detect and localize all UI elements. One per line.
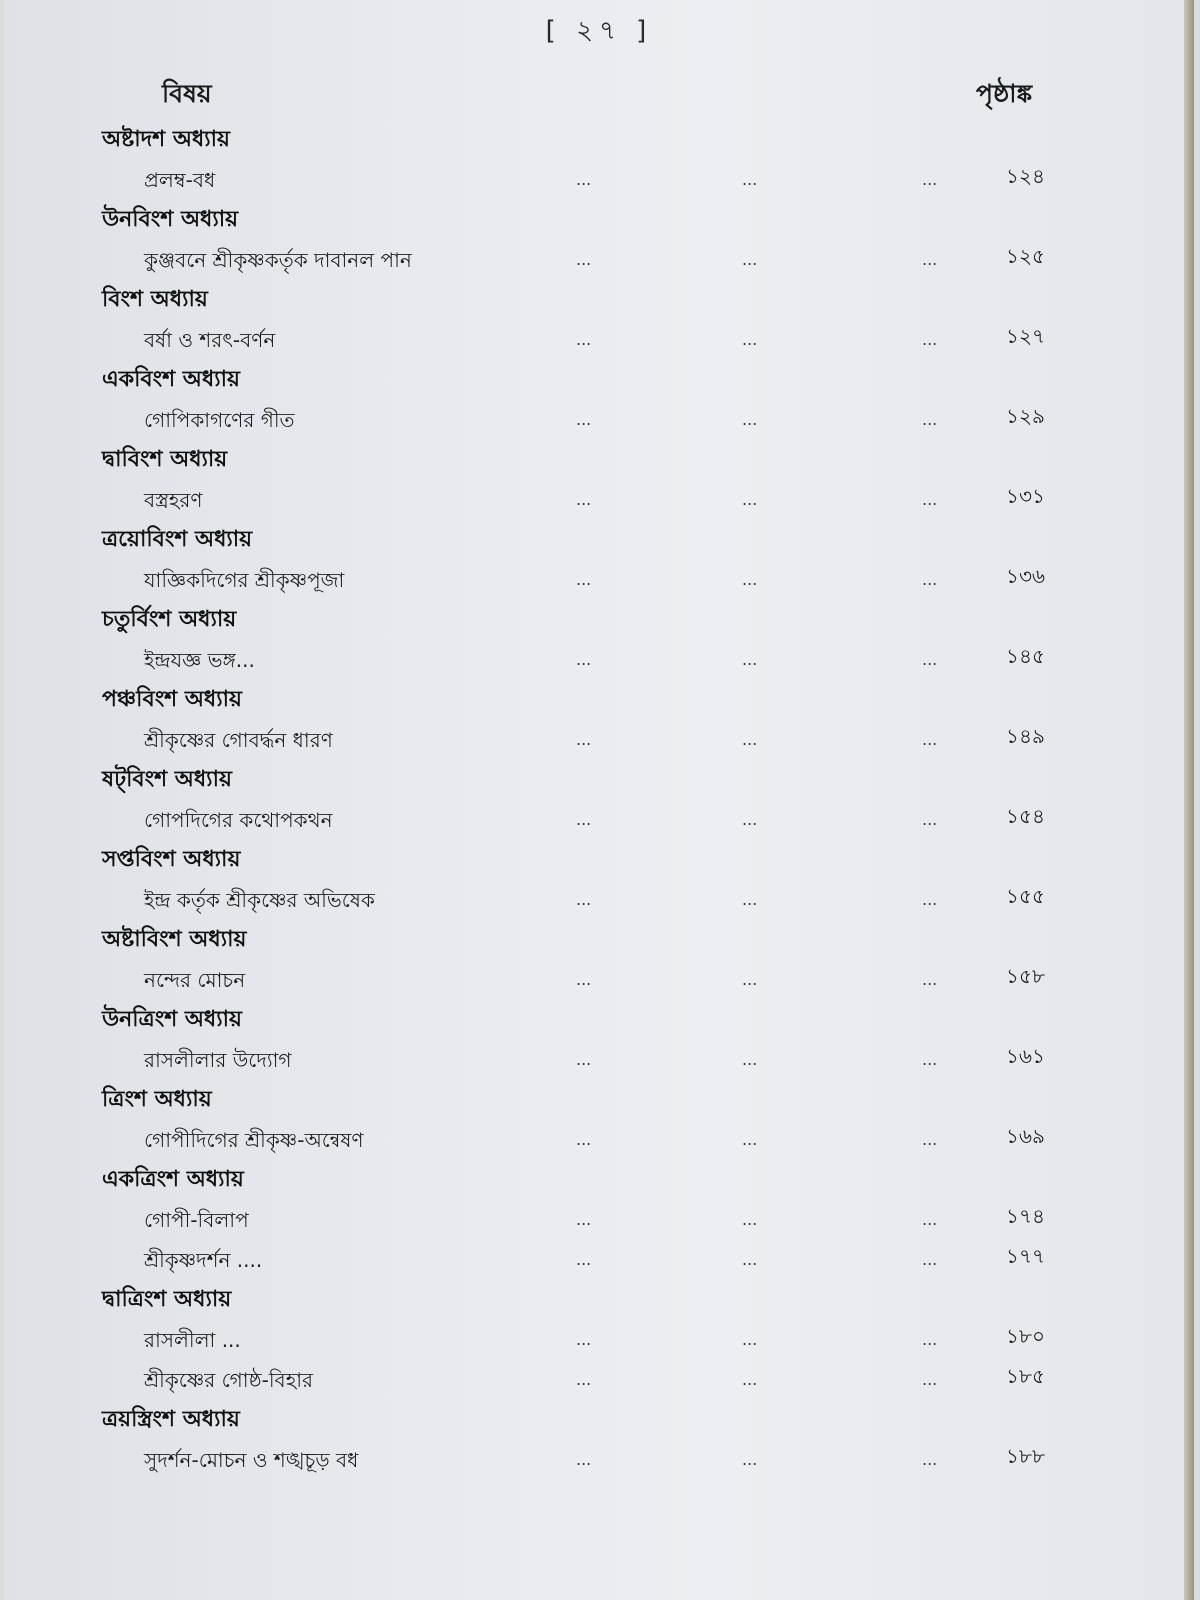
dot-leader: ... bbox=[742, 810, 758, 829]
dot-leader: ... bbox=[576, 1210, 592, 1229]
dot-leader: ... bbox=[742, 890, 758, 909]
page-column-header: পৃষ্ঠাঙ্ক bbox=[976, 79, 1033, 108]
chapter-heading: চতুর্বিংশ অধ্যায় bbox=[102, 607, 237, 632]
entry-page-number: ১৫৪ bbox=[1006, 804, 1045, 828]
dot-leader: ... bbox=[576, 490, 592, 509]
toc-entry bbox=[4, 800, 1194, 840]
toc-entry bbox=[4, 1440, 1194, 1480]
entry-title: নন্দের মোচন bbox=[144, 968, 246, 992]
entry-page-number: ১২৯ bbox=[1006, 404, 1045, 428]
entry-title: ইন্দ্রযজ্ঞ ভঙ্গ... bbox=[144, 648, 255, 672]
dot-leader: ... bbox=[742, 1330, 758, 1349]
chapter-heading: ত্রিংশ অধ্যায় bbox=[102, 1087, 212, 1112]
dot-leader: ... bbox=[742, 1450, 758, 1469]
entry-page-number: ১৪৯ bbox=[1006, 724, 1045, 748]
chapter-heading: সপ্তবিংশ অধ্যায় bbox=[102, 847, 241, 872]
dot-leader: ... bbox=[576, 170, 592, 189]
dot-leader: ... bbox=[922, 170, 938, 189]
chapter-heading: ত্রয়স্ত্রিংশ অধ্যায় bbox=[102, 1407, 240, 1432]
dot-leader: ... bbox=[742, 330, 758, 349]
dot-leader: ... bbox=[576, 730, 592, 749]
chapter-heading: দ্বাত্রিংশ অধ্যায় bbox=[102, 1287, 232, 1312]
entry-title: বস্ত্রহরণ bbox=[144, 488, 203, 512]
chapter-heading: পঞ্চবিংশ অধ্যায় bbox=[102, 687, 242, 712]
chapter-heading: অষ্টাদশ অধ্যায় bbox=[102, 127, 230, 152]
dot-leader: ... bbox=[922, 1210, 938, 1229]
toc-entry bbox=[4, 1040, 1194, 1080]
dot-leader: ... bbox=[922, 570, 938, 589]
entry-page-number: ১৫৫ bbox=[1006, 884, 1045, 908]
entry-title: রাসলীলা ... bbox=[144, 1328, 241, 1352]
dot-leader: ... bbox=[922, 490, 938, 509]
dot-leader: ... bbox=[576, 1450, 592, 1469]
dot-leader: ... bbox=[922, 1330, 938, 1349]
entry-title: সুদর্শন-মোচন ও শঙ্খচূড় বধ bbox=[144, 1448, 359, 1472]
chapter-heading: ষট্‌বিংশ অধ্যায় bbox=[102, 767, 232, 792]
toc-entry bbox=[4, 480, 1194, 520]
chapter-heading: ত্রয়োবিংশ অধ্যায় bbox=[102, 527, 253, 552]
chapter-heading: দ্বাবিংশ অধ্যায় bbox=[102, 447, 228, 472]
toc-entry bbox=[4, 1120, 1194, 1160]
dot-leader: ... bbox=[576, 1050, 592, 1069]
chapter-heading: উনত্রিংশ অধ্যায় bbox=[102, 1007, 242, 1032]
dot-leader: ... bbox=[576, 890, 592, 909]
dot-leader: ... bbox=[742, 570, 758, 589]
entry-title: গোপিকাগণের গীত bbox=[144, 408, 295, 432]
dot-leader: ... bbox=[922, 410, 938, 429]
entry-title: গোপদিগের কথোপকথন bbox=[144, 808, 333, 832]
entry-title: বর্ষা ও শরৎ-বর্ণন bbox=[144, 328, 276, 352]
entry-title: ইন্দ্র কর্তৃক শ্রীকৃষ্ণের অভিষেক bbox=[144, 888, 375, 912]
dot-leader: ... bbox=[576, 650, 592, 669]
toc-entry bbox=[4, 160, 1194, 200]
entry-title: শ্রীকৃষ্ণের গোবর্দ্ধন ধারণ bbox=[144, 728, 333, 752]
dot-leader: ... bbox=[922, 330, 938, 349]
dot-leader: ... bbox=[742, 1050, 758, 1069]
dot-leader: ... bbox=[922, 1130, 938, 1149]
dot-leader: ... bbox=[922, 650, 938, 669]
dot-leader: ... bbox=[922, 1370, 938, 1389]
dot-leader: ... bbox=[742, 970, 758, 989]
book-page bbox=[4, 0, 1194, 1600]
entry-title: কুঞ্জবনে শ্রীকৃষ্ণকর্তৃক দাবানল পান bbox=[144, 248, 412, 272]
dot-leader: ... bbox=[742, 730, 758, 749]
entry-page-number: ১২৭ bbox=[1006, 324, 1045, 348]
dot-leader: ... bbox=[922, 970, 938, 989]
toc-entry bbox=[4, 1240, 1194, 1280]
dot-leader: ... bbox=[576, 410, 592, 429]
page-number: [ ২৭ ] bbox=[545, 16, 653, 46]
chapter-heading: উনবিংশ অধ্যায় bbox=[102, 207, 239, 232]
entry-page-number: ১৭৭ bbox=[1006, 1244, 1045, 1268]
dot-leader: ... bbox=[742, 1250, 758, 1269]
dot-leader: ... bbox=[742, 650, 758, 669]
entry-page-number: ১৫৮ bbox=[1006, 964, 1045, 988]
dot-leader: ... bbox=[922, 250, 938, 269]
chapter-heading: অষ্টাবিংশ অধ্যায় bbox=[102, 927, 247, 952]
dot-leader: ... bbox=[922, 1250, 938, 1269]
dot-leader: ... bbox=[742, 1130, 758, 1149]
entry-page-number: ১৩১ bbox=[1006, 484, 1045, 508]
toc-entry bbox=[4, 720, 1194, 760]
dot-leader: ... bbox=[576, 250, 592, 269]
table-of-contents bbox=[4, 120, 1194, 1480]
dot-leader: ... bbox=[576, 970, 592, 989]
dot-leader: ... bbox=[742, 170, 758, 189]
toc-entry bbox=[4, 1200, 1194, 1240]
dot-leader: ... bbox=[742, 410, 758, 429]
dot-leader: ... bbox=[922, 1450, 938, 1469]
entry-title: শ্রীকৃষ্ণের গোষ্ঠ-বিহার bbox=[144, 1368, 313, 1392]
toc-entry bbox=[4, 320, 1194, 360]
entry-title: শ্রীকৃষ্ণদর্শন .... bbox=[144, 1248, 263, 1272]
entry-page-number: ১৮৮ bbox=[1006, 1444, 1045, 1468]
entry-page-number: ১৮০ bbox=[1006, 1324, 1045, 1348]
dot-leader: ... bbox=[742, 250, 758, 269]
entry-page-number: ১৬১ bbox=[1006, 1044, 1045, 1068]
subject-column-header: বিষয় bbox=[162, 79, 212, 108]
entry-title: প্রলম্ব-বধ bbox=[144, 168, 216, 192]
entry-page-number: ১৪৫ bbox=[1006, 644, 1045, 668]
entry-page-number: ১৬৯ bbox=[1006, 1124, 1045, 1148]
toc-entry bbox=[4, 1360, 1194, 1400]
entry-title: রাসলীলার উদ্যোগ bbox=[144, 1048, 292, 1072]
entry-page-number: ১৭৪ bbox=[1006, 1204, 1045, 1228]
dot-leader: ... bbox=[742, 490, 758, 509]
dot-leader: ... bbox=[576, 570, 592, 589]
entry-page-number: ১২৪ bbox=[1006, 164, 1045, 188]
toc-entry bbox=[4, 1320, 1194, 1360]
dot-leader: ... bbox=[922, 890, 938, 909]
dot-leader: ... bbox=[576, 1330, 592, 1349]
entry-title: গোপীদিগের শ্রীকৃষ্ণ-অন্বেষণ bbox=[144, 1128, 364, 1152]
chapter-heading: বিংশ অধ্যায় bbox=[102, 287, 208, 312]
dot-leader: ... bbox=[742, 1210, 758, 1229]
entry-page-number: ১২৫ bbox=[1006, 244, 1045, 268]
chapter-heading: একবিংশ অধ্যায় bbox=[102, 367, 240, 392]
entry-title: যাজ্ঞিকদিগের শ্রীকৃষ্ণপূজা bbox=[144, 568, 345, 592]
dot-leader: ... bbox=[576, 810, 592, 829]
dot-leader: ... bbox=[576, 1250, 592, 1269]
dot-leader: ... bbox=[576, 1130, 592, 1149]
toc-entry bbox=[4, 240, 1194, 280]
dot-leader: ... bbox=[922, 1050, 938, 1069]
toc-entry bbox=[4, 560, 1194, 600]
dot-leader: ... bbox=[922, 730, 938, 749]
entry-page-number: ১৮৫ bbox=[1006, 1364, 1045, 1388]
dot-leader: ... bbox=[576, 1370, 592, 1389]
entry-page-number: ১৩৬ bbox=[1006, 564, 1045, 588]
toc-entry bbox=[4, 640, 1194, 680]
dot-leader: ... bbox=[922, 810, 938, 829]
dot-leader: ... bbox=[576, 330, 592, 349]
entry-title: গোপী-বিলাপ bbox=[144, 1208, 249, 1232]
dot-leader: ... bbox=[742, 1370, 758, 1389]
toc-entry bbox=[4, 880, 1194, 920]
toc-entry bbox=[4, 400, 1194, 440]
toc-entry bbox=[4, 960, 1194, 1000]
chapter-heading: একত্রিংশ অধ্যায় bbox=[102, 1167, 244, 1192]
